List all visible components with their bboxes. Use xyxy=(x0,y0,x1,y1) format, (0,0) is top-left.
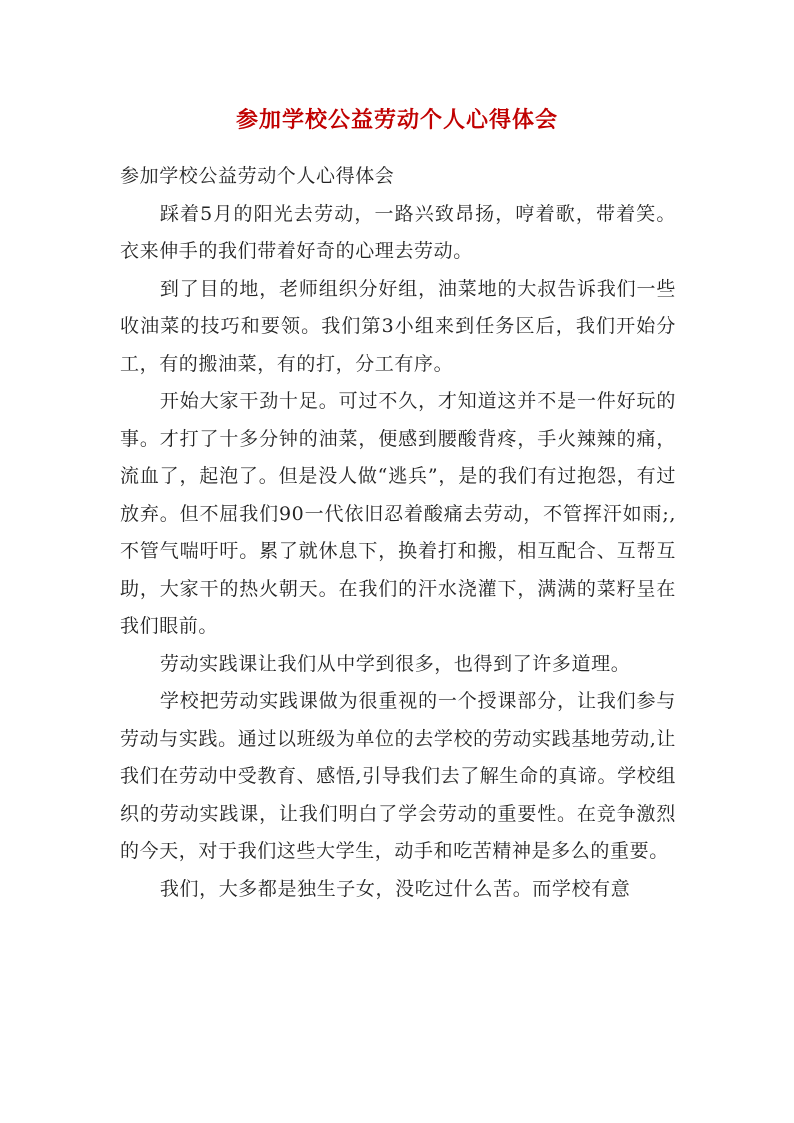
document-title: 参加学校公益劳动个人心得体会 xyxy=(235,107,558,133)
paragraph-2: 到了目的地，老师组织分好组，油菜地的大叔告诉我们一些收油菜的技巧和要领。我们第3小组来到任务区后，我们开始分工，有的搬油菜，有的打，分工有序。 xyxy=(120,277,676,375)
document-body xyxy=(120,158,676,908)
paragraph-1: 踩着5月的阳光去劳动，一路兴致昂扬，哼着歌，带着笑。衣来伸手的我们带着好奇的心理去劳动。 xyxy=(120,202,676,262)
paragraph-5: 学校把劳动实践课做为很重视的一个授课部分，让我们参与劳动与实践。通过以班级为单位的去学校的劳动实践基地劳动,让我们在劳动中受教育、感悟,引导我们去了解生命的真谛。学校组织的劳动实践课，让我们明白了学会劳动的重要性。在竞争激烈的今天，对于我们这些大学生，动手和吃苦精神是多么的重要。 xyxy=(120,690,676,862)
paragraph-4: 劳动实践课让我们从中学到很多，也得到了许多道理。 xyxy=(159,652,631,675)
paragraph-6: 我们，大多都是独生子女，没吃过什么苦。而学校有意 xyxy=(159,877,631,900)
subtitle-paragraph: 参加学校公益劳动个人心得体会 xyxy=(120,165,395,187)
paragraph-3: 开始大家干劲十足。可过不久，才知道这并不是一件好玩的事。才打了十多分钟的油菜，便感到腰酸背疼，手火辣辣的痛，流血了，起泡了。但是没人做“逃兵”，是的我们有过抱怨，有过放弃。但不屈我们90一代依旧忍着酸痛去劳动，不管挥汗如雨;,不管气喘吁吁。累了就休息下，换着打和搬，相互配合、互帮互助，大家干的热火朝天。在我们的汗水浇灌下，满满的菜籽呈在我们眼前。 xyxy=(120,390,676,637)
